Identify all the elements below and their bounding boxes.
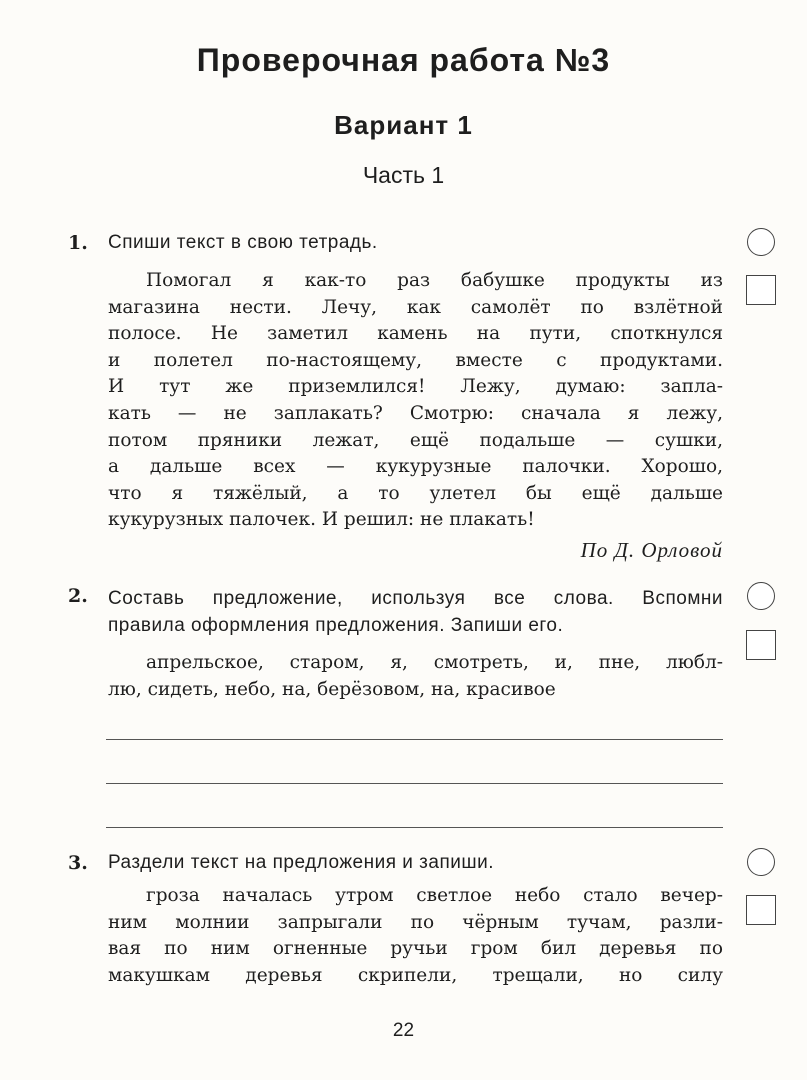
text-line: и полетел по-настоящему, вместе с продуктами. (108, 349, 723, 371)
page-number: 22 (392, 1020, 415, 1041)
score-circle-task3 (747, 848, 775, 876)
text-line: кать — не заплакать? Смотрю: сначала я лежу, (108, 402, 723, 424)
text-line: магазина нести. Лечу, как самолёт по взлётной (108, 296, 723, 318)
words-line: апрельское, старом, я, смотреть, и, пне, любл- (146, 652, 723, 673)
task1-number: 1. (68, 232, 88, 254)
score-circle-task2 (747, 582, 775, 610)
task2-instruction (108, 585, 723, 639)
task2-words (108, 650, 723, 703)
instruction-line: правила оформления предложения. Запиши его. (108, 615, 564, 636)
instruction-line: Составь предложение, используя все слова. Вспомни (108, 588, 723, 609)
score-box-task3 (746, 895, 776, 925)
variant-heading: Вариант 1 (334, 110, 473, 140)
task1-instruction: Спиши текст в свою тетрадь. (108, 232, 378, 253)
task2-number: 2. (68, 585, 88, 607)
text-line: гроза началась утром светлое небо стало вечер- (146, 885, 723, 906)
text-line: а дальше всех — кукурузные палочки. Хорошо, (108, 456, 723, 478)
text-line: кукурузных палочек. И решил: не плакать! (108, 509, 535, 531)
task1-text (108, 268, 723, 534)
task3-instruction: Раздели текст на предложения и запиши. (108, 852, 494, 873)
text-line: что я тяжёлый, а то улетел бы ещё дальше (108, 482, 723, 504)
text-line: ним молнии запрыгали по чёрным тучам, разли- (108, 911, 723, 933)
text-line: Помогал я как-то раз бабушке продукты из (146, 270, 723, 291)
text-line: И тут же приземлился! Лежу, думаю: запла- (108, 376, 723, 398)
part-heading: Часть 1 (362, 162, 445, 188)
answer-line (106, 739, 723, 740)
page-title: Проверочная работа №3 (196, 42, 611, 78)
text-line: макушкам деревья скрипели, трещали, но силу (108, 964, 723, 986)
text-line: потом пряники лежат, ещё подальше — сушки, (108, 429, 723, 451)
author-attribution: По Д. Орловой (580, 538, 723, 562)
text-line: полосе. Не заметил камень на пути, споткнулся (108, 323, 723, 345)
score-box-task1 (746, 275, 776, 305)
words-line: лю, сидеть, небо, на, берёзовом, на, красивое (108, 678, 556, 700)
task3-text (108, 883, 723, 989)
score-box-task2 (746, 630, 776, 660)
answer-line (106, 827, 723, 828)
text-line: вая по ним огненные ручьи гром бил деревья по (108, 938, 723, 960)
task3-number: 3. (68, 852, 88, 874)
score-circle-task1 (747, 228, 775, 256)
answer-line (106, 783, 723, 784)
